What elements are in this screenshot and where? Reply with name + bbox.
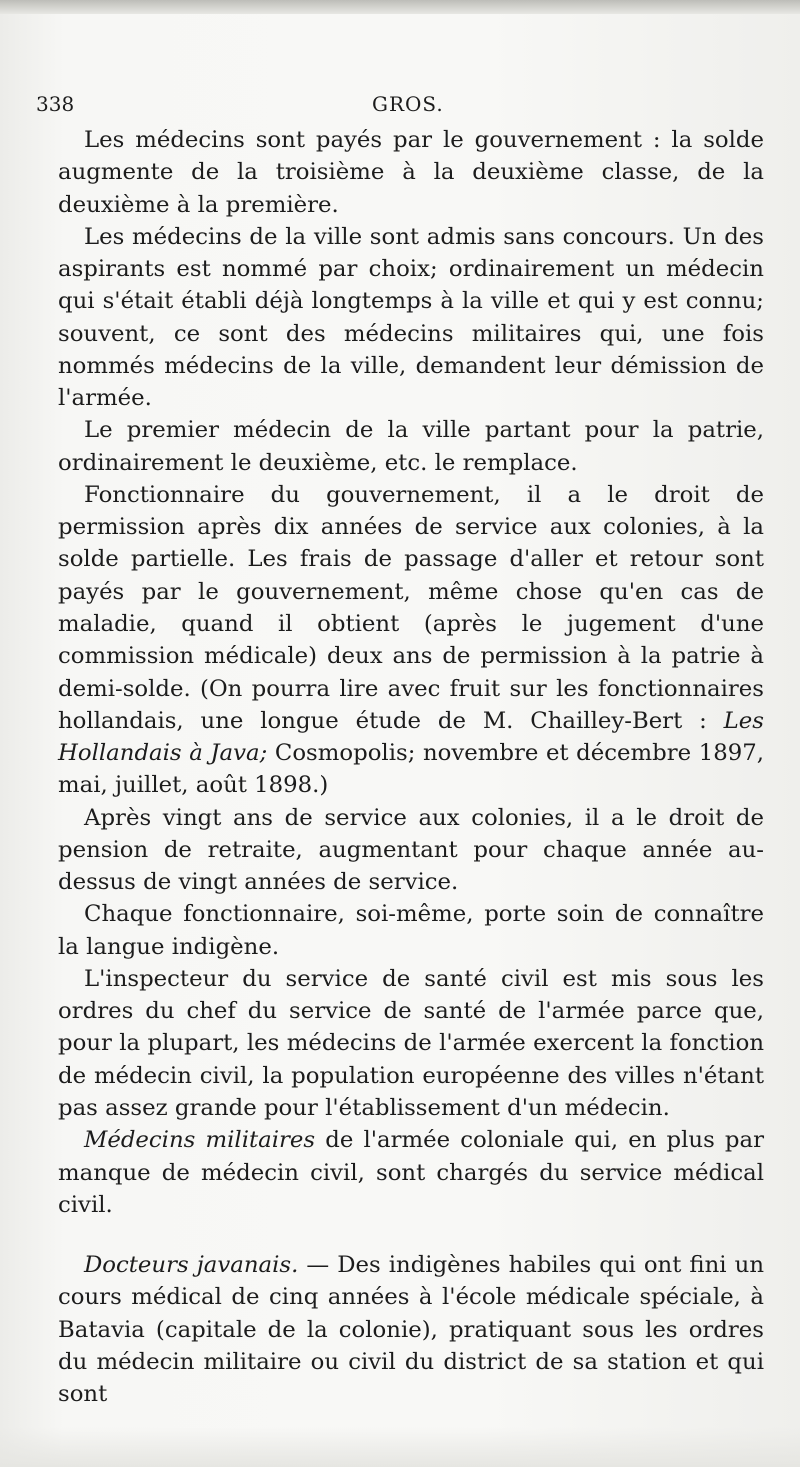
military-doctors-text: de l'armée coloniale qui, en plus par manque de médecin civil, sont chargés du service médical civil. — [58, 1127, 764, 1218]
paragraph-salary: Les médecins sont payés par le gouvernement : la solde augmente de la troisième à la deuxième classe, de la deuxième à la première. — [58, 127, 764, 218]
paragraph-pension: Après vingt ans de service aux colonies, il a le droit de pension de retraite, augmentant pour chaque année au-dessus de vingt années de service. — [58, 804, 764, 896]
body-text — [58, 124, 764, 1410]
page-bottom-edge — [0, 1427, 800, 1467]
page-top-edge — [0, 0, 800, 14]
paragraph-javanese-doctors — [58, 1249, 764, 1410]
page-header — [0, 92, 800, 122]
javanese-doctors-text: — Des indigènes habiles qui ont fini un cours médical de cinq années à l'école médicale spéciale, à Batavia (capitale de la colonie), pratiquant sous les ordres du médecin militaire ou civil du district de sa station et qui sont — [58, 1252, 764, 1408]
paragraph-civil-servant-text: Fonctionnaire du gouvernement, il a le droit de permission après dix années de service aux colonies, à la solde partielle. Les frais de passage d'aller et retour sont payés par le gouvernement, même chose qu'en cas de maladie, quand il obtient (après le jugement d'une commission médicale) deux ans de permission à la patrie à demi-solde. (On pourra lire avec fruit sur les fonctionnaires hollandais, une longue étude de M. Chailley-Bert : — [58, 481, 764, 734]
paragraph-military-doctors — [58, 1124, 764, 1221]
paragraph-language: Chaque fonctionnaire, soi-même, porte soin de connaître la langue indigène. — [58, 901, 764, 960]
paragraph-first-doctor: Le premier médecin de la ville partant pour la patrie, ordinairement le deuxième, etc. le remplace. — [58, 417, 764, 476]
paragraph-civil-servant-end: Cosmopolis; novembre et décembre 1897, mai, juillet, août 1898.) — [58, 740, 764, 799]
page-number: 338 — [36, 92, 75, 116]
running-head: GROS. — [372, 92, 444, 116]
javanese-doctors-heading: Docteurs javanais. — [84, 1252, 299, 1279]
military-doctors-heading: Médecins militaires — [84, 1127, 316, 1154]
paragraph-inspector: L'inspecteur du service de santé civil est mis sous les ordres du chef du service de santé de l'armée parce que, pour la plupart, les médecins de l'armée exercent la fonction de médecin civil, la population européenne des villes n'étant pas assez grande pour l'établissement d'un médecin. — [58, 965, 764, 1121]
paragraph-civil-servant — [58, 479, 764, 802]
paragraph-city-doctors: Les médecins de la ville sont admis sans concours. Un des aspirants est nommé par choix; ordinairement un médecin qui s'était établi déjà longtemps à la ville et qui y est connu; souvent, ce sont des médecins militaires qui, une fois nommés médecins de la ville, demandent leur démission de l'armée. — [58, 223, 764, 412]
cited-work-title: Les Hollandais à Java; — [58, 707, 765, 767]
